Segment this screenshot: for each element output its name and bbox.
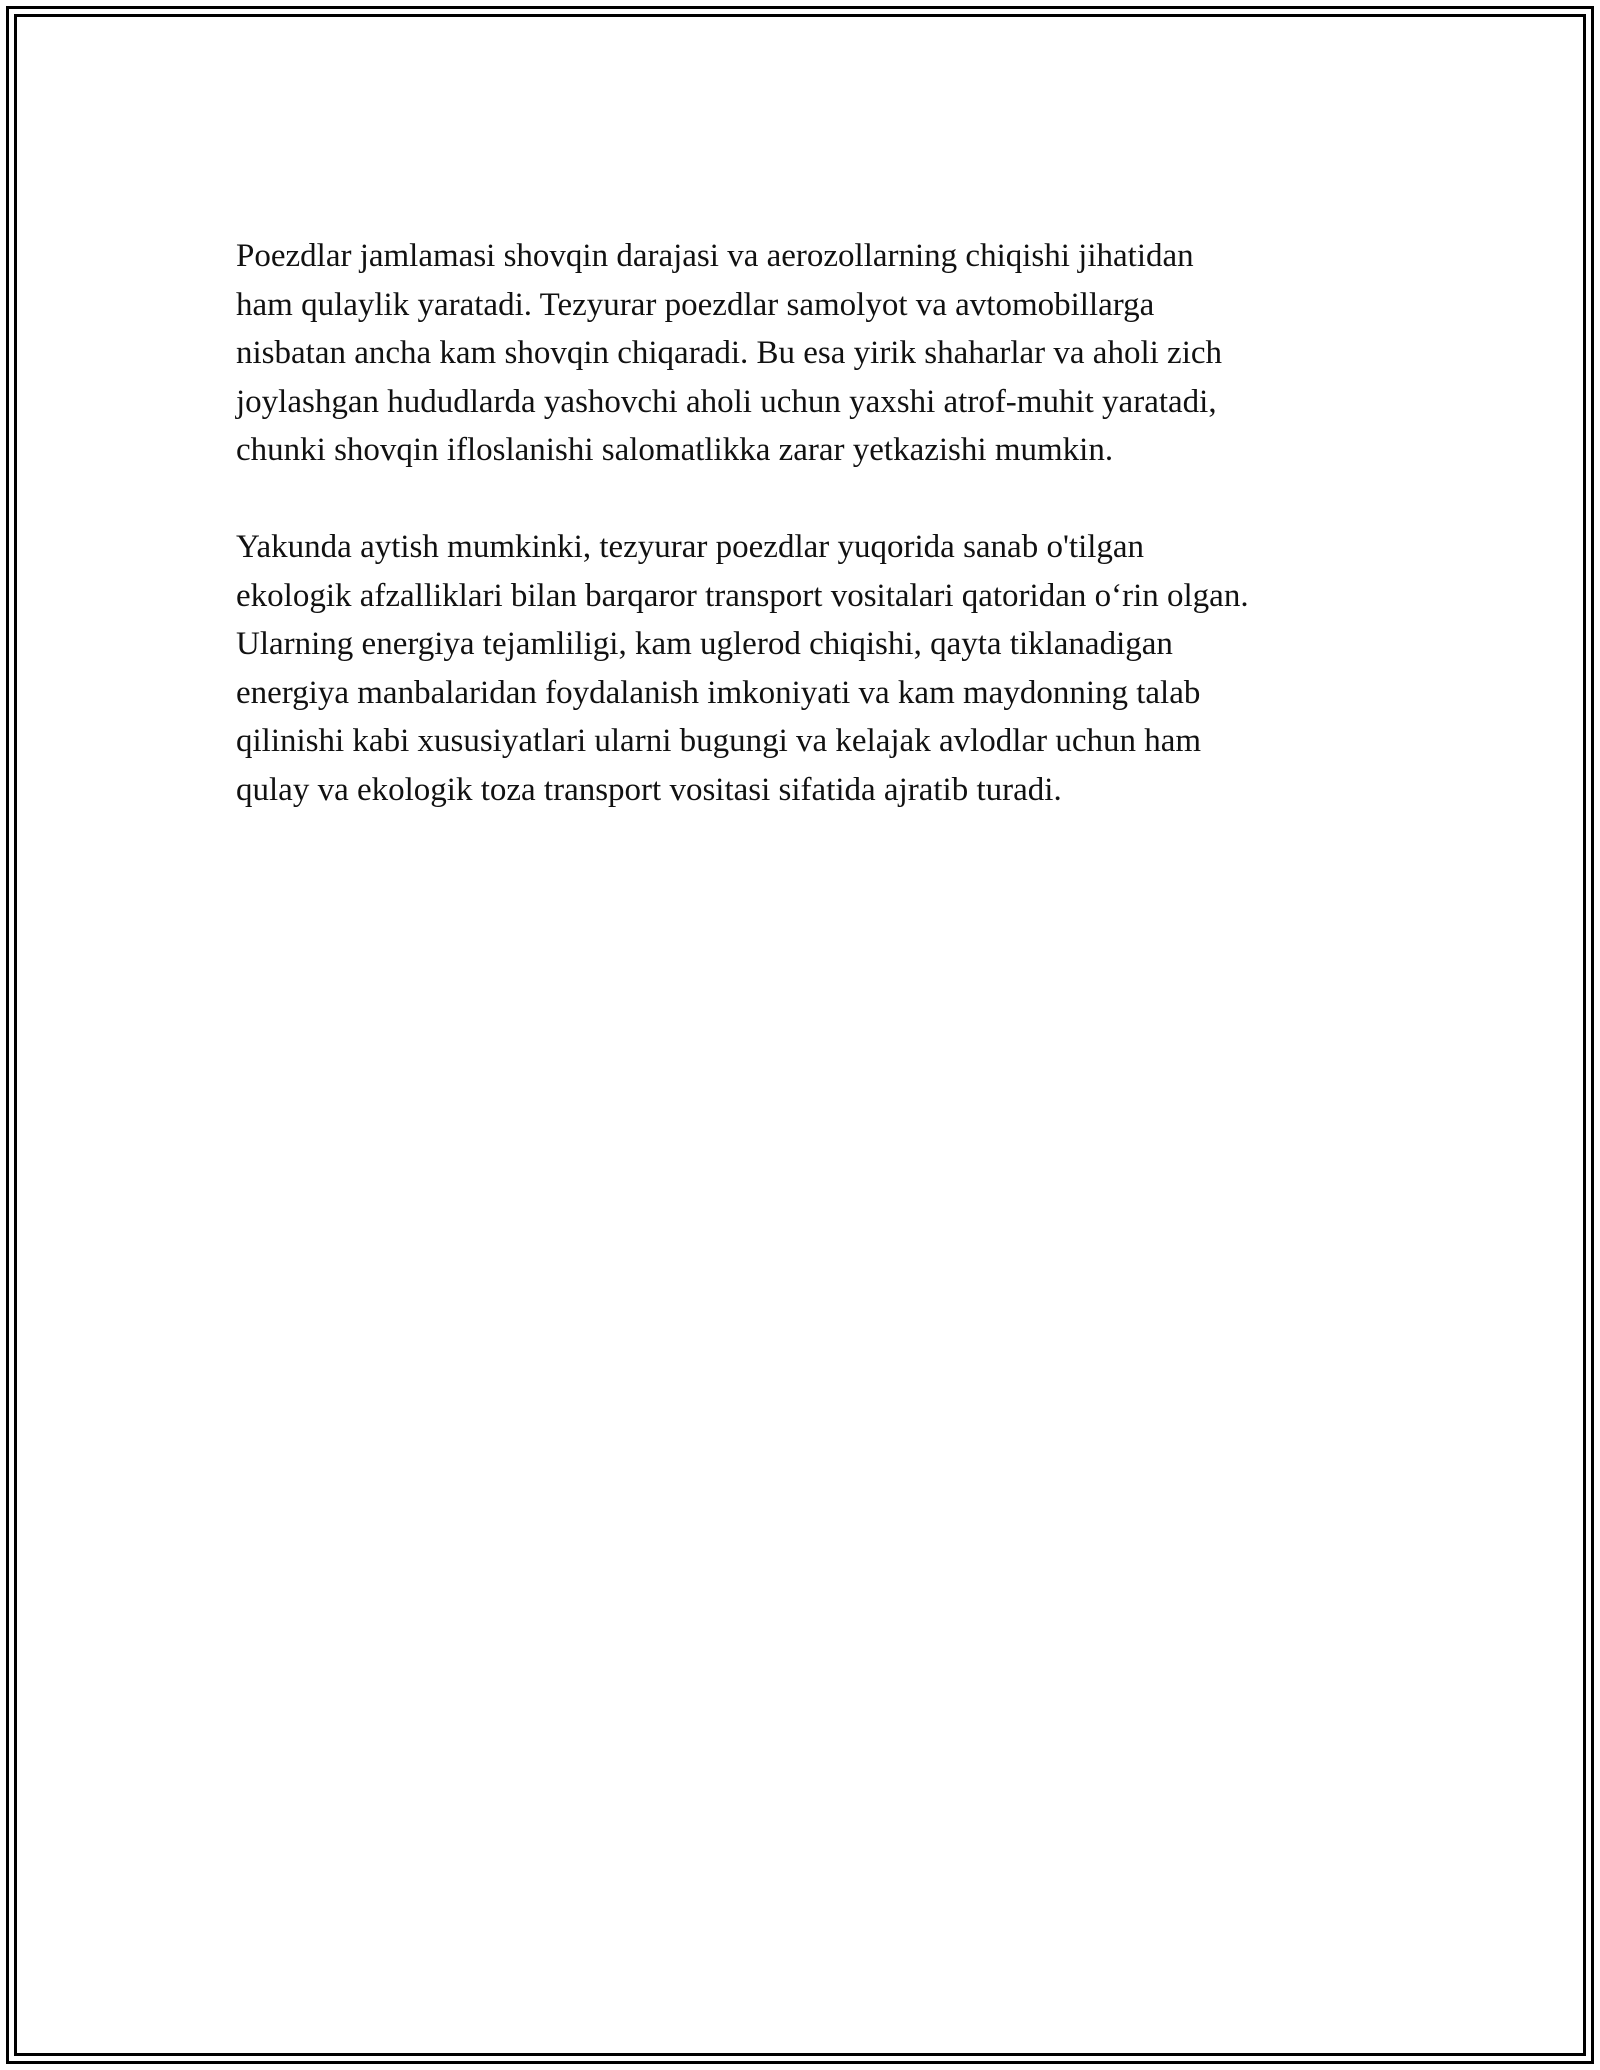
text-line: ham qulaylik yaratadi. Tezyurar poezdlar samolyot va avtomobillarga [236, 286, 1155, 323]
paragraph-conclusion [236, 523, 1396, 814]
text-line: qulay va ekologik toza transport vositasi sifatida ajratib turadi. [236, 771, 1062, 808]
text-line: joylashgan hududlarda yashovchi aholi uchun yaxshi atrof-muhit yaratadi, [236, 383, 1217, 420]
text-line: Ularning energiya tejamliligi, kam uglerod chiqishi, qayta tiklanadigan [236, 626, 1173, 662]
document-body [236, 232, 1396, 814]
text-line: Poezdlar jamlamasi shovqin darajasi va aerozollarning chiqishi jihatidan [236, 238, 1194, 274]
text-line: chunki shovqin ifloslanishi salomatlikka zarar yetkazishi mumkin. [236, 432, 1114, 468]
text-line: Yakunda aytish mumkinki, tezyurar poezdlar yuqorida sanab o'tilgan [236, 529, 1145, 565]
text-line: energiya manbalaridan foydalanish imkoniyati va kam maydonning talab [236, 674, 1201, 711]
paragraph-noise [236, 232, 1396, 475]
text-line: qilinishi kabi xususiyatlari ularni bugungi va kelajak avlodlar uchun ham [236, 723, 1202, 759]
text-line: ekologik afzalliklari bilan barqaror transport vositalari qatoridan o‘rin olgan. [236, 577, 1249, 614]
text-line: nisbatan ancha kam shovqin chiqaradi. Bu esa yirik shaharlar va aholi zich [236, 335, 1223, 371]
